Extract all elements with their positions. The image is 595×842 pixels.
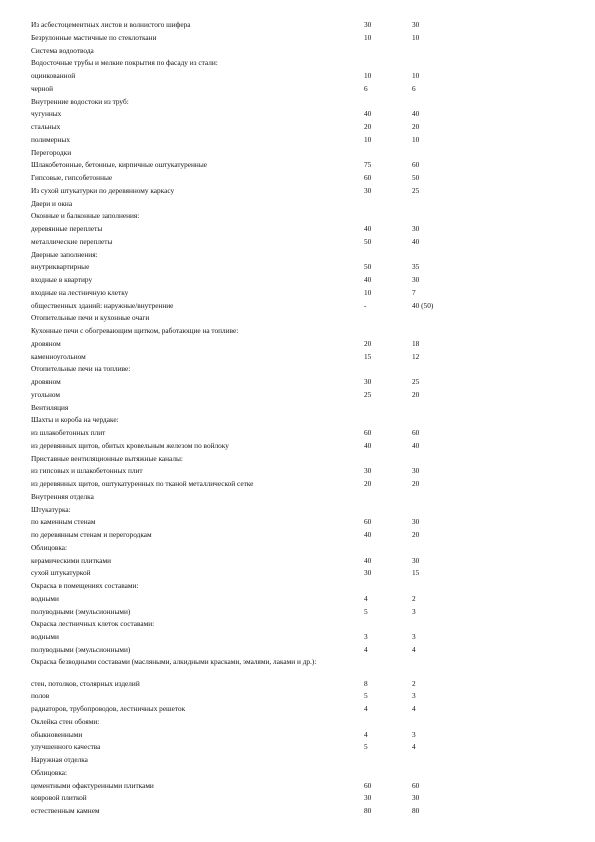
table-row <box>31 274 576 287</box>
row-value-2: 3 <box>412 729 416 739</box>
row-value-2: 2 <box>412 678 416 688</box>
table-row <box>31 108 576 121</box>
table-row <box>31 555 576 568</box>
row-value-2: 7 <box>412 287 416 297</box>
row-name: Двери и окна <box>31 198 73 208</box>
row-value-1: 5 <box>364 606 368 616</box>
row-name: из шлакобетонных плит <box>31 428 106 437</box>
table-row <box>31 338 576 351</box>
table-row <box>31 121 576 134</box>
row-name: входные на лестничную клетку <box>31 287 129 297</box>
row-value-1: 10 <box>364 134 372 144</box>
row-value-1: 80 <box>364 806 372 815</box>
row-value-2: 80 <box>412 806 420 815</box>
table-row <box>31 644 576 657</box>
row-value-1: 5 <box>364 742 368 752</box>
table-row <box>31 223 576 236</box>
row-name: Внутренние водостоки из труб: <box>31 96 129 106</box>
table-row <box>31 427 576 440</box>
table-row <box>31 312 576 325</box>
row-value-1: 40 <box>364 555 372 565</box>
row-value-1: 30 <box>364 466 372 476</box>
table-row <box>31 593 576 606</box>
row-value-1: 10 <box>364 71 372 80</box>
table-row <box>31 618 576 631</box>
row-value-2: 4 <box>412 704 416 713</box>
row-name: деревянные переплеты <box>31 224 103 233</box>
row-value-1: 10 <box>364 32 372 42</box>
row-name: Окраска в помещениях составами: <box>31 581 139 590</box>
row-value-2: 60 <box>412 160 420 170</box>
row-name: Водосточные трубы и мелкие покрытия по фасаду из стали: <box>31 58 218 68</box>
row-name: радиаторов, трубопроводов, лестничных решеток <box>31 704 186 713</box>
table-row <box>31 440 576 453</box>
table-row <box>31 767 576 780</box>
table-row <box>31 703 576 716</box>
row-name: Безрулонные мастичные по стеклоткани <box>31 32 157 42</box>
row-name: общественных зданий: наружные/внутренние <box>31 300 174 310</box>
row-name: Отопительные печи и кухонные очаги <box>31 313 150 323</box>
table-row <box>31 210 576 223</box>
table-row <box>31 402 576 415</box>
row-value-1: 10 <box>364 287 372 297</box>
row-name: Приставные вентиляционные вытяжные каналы: <box>31 453 183 463</box>
row-name: оцинкованной <box>31 71 76 80</box>
table-row <box>31 741 576 754</box>
row-name: Шахты и короба на чердаке: <box>31 415 119 425</box>
table-row <box>31 300 576 313</box>
row-value-2: 2 <box>412 593 416 603</box>
row-value-2: 40 <box>412 109 420 119</box>
row-name: черной <box>31 83 54 93</box>
table-row <box>31 580 576 593</box>
row-name: Дверные заполнения: <box>31 249 98 259</box>
row-value-1: - <box>364 300 367 310</box>
row-name: Вентиляция <box>31 402 69 412</box>
table-row <box>31 287 576 300</box>
table-row <box>31 657 576 678</box>
table-row <box>31 389 576 402</box>
row-value-2: 3 <box>412 632 416 641</box>
table-row <box>31 792 576 805</box>
row-name: Система водоотвода <box>31 45 94 55</box>
row-name: полуводными (эмульсионными) <box>31 644 131 654</box>
row-name: дровяном <box>31 338 61 348</box>
row-name: внутриквартирные <box>31 262 90 272</box>
row-value-2: 30 <box>412 466 420 476</box>
row-name: Перегородки <box>31 147 72 157</box>
table-row <box>31 376 576 389</box>
table-row <box>31 70 576 83</box>
table-row <box>31 516 576 529</box>
row-value-1: 40 <box>364 440 372 450</box>
row-name: из деревянных щитов, оштукатуренных по тканой металлической сетке <box>31 479 254 488</box>
table-row <box>31 147 576 160</box>
row-value-2: 10 <box>412 32 420 42</box>
row-value-2: 30 <box>412 793 420 803</box>
row-value-2: 12 <box>412 351 420 361</box>
row-name: Отопительные печи на топливе: <box>31 364 131 374</box>
table-row <box>31 805 576 818</box>
row-value-1: 60 <box>364 173 372 182</box>
table-row <box>31 363 576 376</box>
row-value-2: 40 <box>412 236 420 246</box>
row-value-2: 4 <box>412 644 416 654</box>
row-value-1: 75 <box>364 160 372 170</box>
row-value-1: 20 <box>364 122 372 131</box>
row-name: Облицовка: <box>31 542 68 552</box>
row-value-2: 25 <box>412 377 420 386</box>
row-name: угольном <box>31 389 61 399</box>
row-name: Окраска лестничных клеток составами: <box>31 619 155 629</box>
row-value-2: 50 <box>412 173 420 182</box>
row-value-2: 20 <box>412 122 420 131</box>
table-row <box>31 57 576 70</box>
row-name: Из асбестоцементных листов и волнистого шифера <box>31 20 191 29</box>
row-name: по деревянным стенам и перегородкам <box>31 530 152 539</box>
row-value-1: 3 <box>364 632 368 641</box>
row-value-2: 25 <box>412 185 420 195</box>
row-value-1: 4 <box>364 729 368 739</box>
row-value-1: 15 <box>364 351 372 361</box>
table-row <box>31 567 576 580</box>
row-name: цементными офактуренными плитками <box>31 780 154 790</box>
table-row <box>31 690 576 703</box>
row-value-2: 30 <box>412 555 420 565</box>
row-name: Штукатурка: <box>31 504 71 514</box>
row-value-1: 30 <box>364 20 372 29</box>
row-value-1: 60 <box>364 780 372 790</box>
norms-table <box>31 19 576 818</box>
row-name: Наружная отделка <box>31 755 88 764</box>
table-row <box>31 414 576 427</box>
row-name: обыкновенными <box>31 729 83 739</box>
table-row <box>31 504 576 517</box>
row-value-1: 50 <box>364 262 372 272</box>
row-value-2: 6 <box>412 83 416 93</box>
row-name: стен, потолков, столярных изделий <box>31 678 140 688</box>
row-value-1: 20 <box>364 479 372 488</box>
row-value-1: 6 <box>364 83 368 93</box>
row-value-1: 20 <box>364 338 372 348</box>
table-row <box>31 631 576 644</box>
row-value-1: 60 <box>364 517 372 527</box>
row-value-2: 40 <box>412 440 420 450</box>
row-name: керамическими плитками <box>31 555 111 565</box>
row-value-2: 30 <box>412 275 420 284</box>
row-name: полов <box>31 691 50 701</box>
row-value-2: 3 <box>412 606 416 616</box>
table-row <box>31 45 576 58</box>
row-value-2: 30 <box>412 517 420 527</box>
row-name: полуводными (эмульсионными) <box>31 606 131 616</box>
row-name: естественным камнем <box>31 806 100 815</box>
row-name: водными <box>31 593 59 603</box>
row-name: водными <box>31 632 59 641</box>
row-value-1: 30 <box>364 185 372 195</box>
row-value-2: 30 <box>412 224 420 233</box>
row-value-2: 18 <box>412 338 420 348</box>
row-value-2: 35 <box>412 262 420 272</box>
table-row <box>31 754 576 767</box>
row-value-2: 60 <box>412 780 420 790</box>
row-name: металлические переплеты <box>31 236 113 246</box>
row-name: Из сухой штукатурки по деревянному каркасу <box>31 185 175 195</box>
table-row <box>31 529 576 542</box>
row-name: Окраска безводными составами (масляными, алкидными красками, эмалями, лаками и др.): <box>31 656 317 666</box>
row-name: из гипсовых и шлакобетонных плит <box>31 466 143 476</box>
row-value-2: 3 <box>412 691 416 701</box>
row-value-1: 40 <box>364 530 372 539</box>
row-value-2: 15 <box>412 568 420 578</box>
row-name: ковровой плиткой <box>31 793 87 803</box>
row-value-1: 50 <box>364 236 372 246</box>
table-row <box>31 261 576 274</box>
table-row <box>31 172 576 185</box>
row-value-2: 10 <box>412 71 420 80</box>
table-row <box>31 19 576 32</box>
row-name: по каменным стенам <box>31 517 96 527</box>
row-value-2: 4 <box>412 742 416 752</box>
table-row <box>31 134 576 147</box>
table-row <box>31 478 576 491</box>
table-row <box>31 325 576 338</box>
table-row <box>31 453 576 466</box>
row-value-2: 60 <box>412 428 420 437</box>
row-name: чугунных <box>31 109 62 119</box>
row-name: каменноугольном <box>31 351 86 361</box>
row-value-1: 25 <box>364 389 372 399</box>
table-row <box>31 716 576 729</box>
table-row <box>31 249 576 262</box>
table-row <box>31 729 576 742</box>
table-row <box>31 678 576 691</box>
table-row <box>31 185 576 198</box>
table-row <box>31 491 576 504</box>
row-value-1: 30 <box>364 793 372 803</box>
row-value-2: 30 <box>412 20 420 29</box>
table-row <box>31 83 576 96</box>
row-value-2: 20 <box>412 389 420 399</box>
row-name: входные в квартиру <box>31 275 93 284</box>
row-name: стальных <box>31 122 61 131</box>
row-name: Шлакобетонные, бетонные, кирпичные оштукатуренные <box>31 160 207 170</box>
row-value-2: 20 <box>412 530 420 539</box>
row-value-1: 4 <box>364 593 368 603</box>
row-value-2: 40 (50) <box>412 300 434 310</box>
row-value-1: 40 <box>364 275 372 284</box>
table-row <box>31 465 576 478</box>
row-value-2: 10 <box>412 134 420 144</box>
row-value-2: 20 <box>412 479 420 488</box>
row-name: Внутренняя отделка <box>31 491 94 501</box>
row-value-1: 8 <box>364 678 368 688</box>
row-value-1: 40 <box>364 224 372 233</box>
table-row <box>31 780 576 793</box>
table-row <box>31 542 576 555</box>
row-name: Облицовка: <box>31 767 68 777</box>
row-name: Оклейка стен обоями: <box>31 716 100 726</box>
row-name: улучшенного качества <box>31 742 101 752</box>
row-value-1: 30 <box>364 568 372 578</box>
row-value-1: 4 <box>364 704 368 713</box>
row-name: Оконные и балконные заполнения: <box>31 211 140 221</box>
row-value-1: 4 <box>364 644 368 654</box>
row-name: сухой штукатуркой <box>31 568 91 578</box>
table-row <box>31 236 576 249</box>
table-row <box>31 198 576 211</box>
table-row <box>31 351 576 364</box>
row-name: дровяном <box>31 377 61 386</box>
row-name: Кухонные печи с обогревающим щитком, работающие на топливе: <box>31 326 239 335</box>
table-row <box>31 32 576 45</box>
row-value-1: 5 <box>364 691 368 701</box>
row-name: из деревянных щитов, обитых кровельным железом по войлоку <box>31 440 229 450</box>
row-value-1: 40 <box>364 109 372 119</box>
row-value-1: 60 <box>364 428 372 437</box>
table-row <box>31 606 576 619</box>
row-name: полимерных <box>31 134 70 144</box>
row-value-1: 30 <box>364 377 372 386</box>
row-name: Гипсовые, гипсобетонные <box>31 173 113 182</box>
table-row <box>31 96 576 109</box>
table-row <box>31 159 576 172</box>
